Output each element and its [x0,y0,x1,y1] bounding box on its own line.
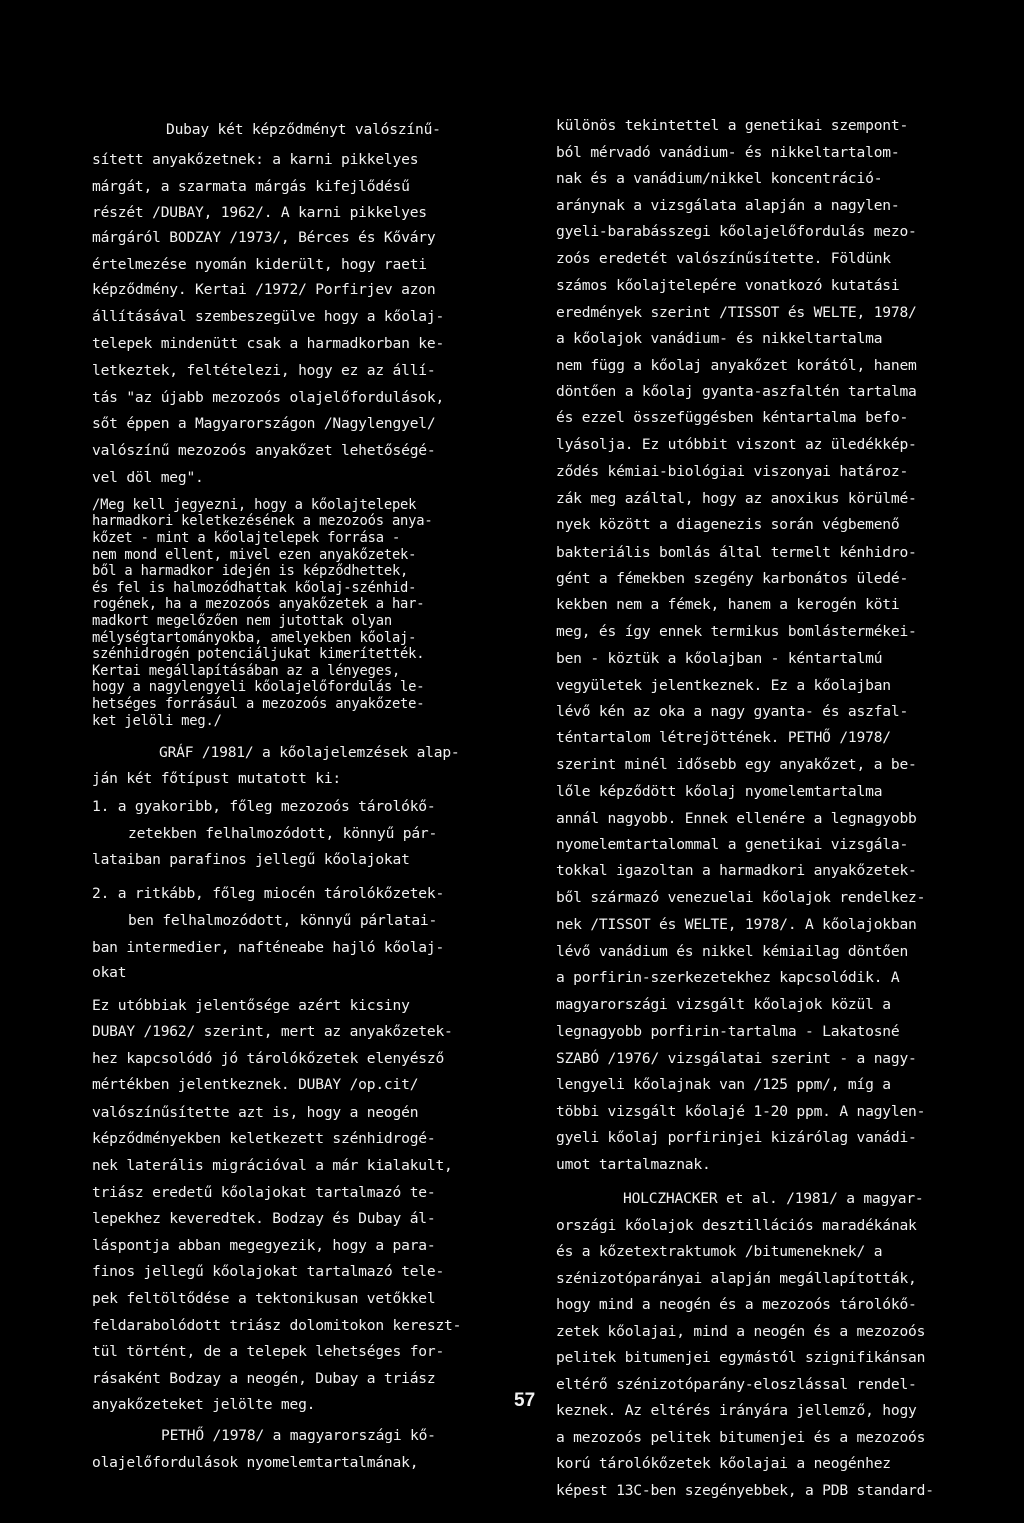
left-text-line: képződményekben keletkezett szénhidrogé- [92,1130,436,1147]
left-text-line: feldarabolódott triász dolomitokon kereszt- [92,1317,462,1334]
right-text-line: zetek kőolajai, mind a neogén és a mezozoós [556,1323,926,1340]
right-text-line: többi vizsgált kőolajé 1-20 ppm. A nagylen- [556,1103,926,1120]
left-text-line: márgáról BODZAY /1973/, Bérces és Kőváry [92,229,436,246]
left-text-line: pek feltöltődése a tektonikusan vetőkkel [92,1290,436,1307]
left-text-line: Ez utóbbiak jelentősége azért kicsiny [92,997,410,1014]
left-text-line: lataiban parafinos jellegű kőolajokat [92,851,410,868]
left-text-line: láspontja abban megegyezik, hogy a para- [92,1237,436,1254]
right-text-line: gént a fémekben szegény karbonátos üledé- [556,570,909,587]
right-text-line: téntartalom létrejöttének. PETHŐ /1978/ [556,729,891,746]
right-text-line: és a kőzetextraktumok /bitumeneknek/ a [556,1243,883,1260]
left-text-line: és fel is halmozódhattak kőolaj-szénhid- [92,580,417,596]
right-text-line: aránynak a vizsgálata alapján a nagylen- [556,197,900,214]
left-text-line: rogének, ha a mezozoós anyakőzetek a har- [92,596,425,612]
left-text-line: ban intermedier, nafténeabe hajló kőolaj- [92,939,445,956]
right-text-line: szénizotóparányai alapján megállapították, [556,1270,917,1287]
right-text-line: lyásolja. Ez utóbbit viszont az üledékkép- [556,436,917,453]
right-text-line: lőle képződött kőolaj nyomelemtartalma [556,783,883,800]
left-text-line: vel döl meg". [92,469,204,486]
left-text-line: tás "az újabb mezozoós olajelőfordulások, [92,389,445,406]
right-text-line: annál nagyobb. Ennek ellenére a legnagyobb [556,810,917,827]
right-text-line: meg, és így ennek termikus bomlástermékei- [556,623,917,640]
right-text-line: ben - köztük a kőolajban - kéntartalmú [556,650,883,667]
right-text-line: gyeli-barabásszegi kőolajelőfordulás mezo- [556,223,917,240]
right-text-line: különös tekintettel a genetikai szempont- [556,117,909,134]
page-number: 57 [514,1390,536,1411]
left-text-line: GRÁF /1981/ a kőolajelemzések alap- [159,744,460,761]
right-text-line: nyomelemtartalommal a genetikai vizsgála- [556,836,909,853]
right-text-line: hogy mind a neogén és a mezozoós tárolókő- [556,1296,917,1313]
left-text-line: Dubay két képződményt valószínű- [166,121,441,138]
right-text-line: döntően a kőolaj gyanta-aszfaltén tartalma [556,383,917,400]
left-text-line: lepekhez keveredtek. Bodzay és Dubay ál- [92,1210,436,1227]
left-text-line: hogy a nagylengyeli kőolajelőfordulás le- [92,679,425,695]
left-text-line: PETHŐ /1978/ a magyarországi kő- [161,1427,436,1444]
right-text-line: nek /TISSOT és WELTE, 1978/. A kőolajokban [556,916,917,933]
right-text-line: gyeli kőolaj porfirinjei kizárólag vanádi- [556,1129,917,1146]
right-text-line: ződés kémiai-biológiai viszonyai határoz- [556,463,909,480]
left-text-line: triász eredetű kőolajokat tartalmazó te- [92,1184,436,1201]
right-text-line: a kőolajok vanádium- és nikkeltartalma [556,330,883,347]
right-text-line: számos kőolajtelepére vonatkozó kutatási [556,277,900,294]
left-text-line: hez kapcsolódó jó tárolókőzetek elenyésző [92,1050,445,1067]
left-text-line: nek laterális migrációval a már kialakult, [92,1157,453,1174]
left-text-line: ket jelöli meg./ [92,713,222,729]
left-text-line: anyakőzeteket jelölte meg. [92,1396,316,1413]
left-text-line: Kertai megállapításában az a lényeges, [92,663,401,679]
right-text-line: nem függ a kőolaj anyakőzet korától, hanem [556,357,917,374]
right-text-line: ből származó venezuelai kőolajok rendelkez- [556,889,926,906]
left-text-line: 1. a gyakoribb, főleg mezozoós tárolókő- [92,798,436,815]
left-text-line: okat [92,964,127,981]
left-text-line: harmadkori keletkezésének a mezozoós anya- [92,513,433,529]
right-text-line: országi kőolajok desztillációs maradékának [556,1217,917,1234]
left-text-line: mértékben jelentkeznek. DUBAY /op.cit/ [92,1076,419,1093]
right-text-line: a porfirin-szerkezetekhez kapcsolódik. A [556,969,900,986]
right-text-line: keznek. Az eltérés irányára jellemző, hogy [556,1402,917,1419]
right-text-line: zák meg azáltal, hogy az anoxikus körülmé- [556,490,917,507]
left-text-line: valószínűsítette azt is, hogy a neogén [92,1104,419,1121]
right-text-line: nyek között a diagenezis során végbemenő [556,516,900,533]
right-text-line: HOLCZHACKER et al. /1981/ a magyar- [623,1190,924,1207]
left-text-line: szénhidrogén potenciáljukat kimerítették. [92,646,425,662]
left-text-line: sőt éppen a Magyarországon /Nagylengyel/ [92,415,436,432]
right-text-line: vegyületek jelentkeznek. Ez a kőolajban [556,677,891,694]
left-text-line: ben felhalmozódott, könnyű párlatai- [128,912,438,929]
right-text-line: és ezzel összefüggésben kéntartalma befo- [556,409,909,426]
left-text-line: sített anyakőzetnek: a karni pikkelyes [92,151,419,168]
left-text-line: képződmény. Kertai /1972/ Porfirjev azon [92,281,436,298]
right-text-line: lengyeli kőolajnak van /125 ppm/, míg a [556,1076,891,1093]
left-text-line: ján két főtípust mutatott ki: [92,770,341,787]
right-text-line: tokkal igazoltan a harmadkori anyakőzetek- [556,862,917,879]
right-text-line: lévő kén az oka a nagy gyanta- és aszfal- [556,703,909,720]
left-text-line: kőzet - mint a kőolajtelepek forrása - [92,530,401,546]
left-text-line: olajelőfordulások nyomelemtartalmának, [92,1454,419,1471]
right-text-line: képest 13C-ben szegényebbek, a PDB standard- [556,1482,934,1499]
right-text-line: ból mérvadó vanádium- és nikkeltartalom- [556,144,900,161]
left-text-line: értelmezése nyomán kiderült, hogy raeti [92,256,427,273]
left-text-line: zetekben felhalmozódott, könnyű pár- [128,825,438,842]
left-text-line: letkeztek, feltételezi, hogy ez az állí- [92,362,436,379]
left-text-line: mélységtartományokba, amelyekben kőolaj- [92,630,417,646]
right-text-line: umot tartalmaznak. [556,1156,711,1173]
right-text-line: lévő vanádium és nikkel kémiailag döntően [556,943,909,960]
left-text-line: állításával szembeszegülve hogy a kőolaj- [92,308,445,325]
left-text-line: 2. a ritkább, főleg miocén tárolókőzetek- [92,885,445,902]
right-text-line: zoós eredetét valószínűsítette. Földünk [556,250,891,267]
left-text-line: valószínű mezozoós anyakőzet lehetőségé- [92,442,436,459]
right-text-line: korú tárolókőzetek kőolajai a neogénhez [556,1455,891,1472]
left-text-line: telepek mindenütt csak a harmadkorban ke- [92,335,445,352]
right-text-line: SZABÓ /1976/ vizsgálatai szerint - a nagy- [556,1050,917,1067]
right-text-line: nak és a vanádium/nikkel koncentráció- [556,170,883,187]
left-text-line: nem mond ellent, mivel ezen anyakőzetek- [92,547,417,563]
left-text-line: DUBAY /1962/ szerint, mert az anyakőzetek- [92,1023,453,1040]
right-text-line: a mezozoós pelitek bitumenjei és a mezozoós [556,1429,926,1446]
right-text-line: kekben nem a fémek, hanem a kerogén köti [556,596,900,613]
left-text-line: madkort megelőzően nem jutottak olyan [92,613,392,629]
left-text-line: ből a harmadkor idején is képződhettek, [92,563,409,579]
left-text-line: tül történt, de a telepek lehetséges for- [92,1343,445,1360]
right-text-line: szerint minél idősebb egy anyakőzet, a be- [556,756,917,773]
right-text-line: legnagyobb porfirin-tartalma - Lakatosné [556,1023,900,1040]
right-text-line: magyarországi vizsgált kőolajok közül a [556,996,891,1013]
right-text-line: eltérő szénizotóparány-eloszlással rendel- [556,1376,917,1393]
right-text-line: bakteriális bomlás által termelt kénhidro- [556,544,917,561]
left-text-line: rásaként Bodzay a neogén, Dubay a triász [92,1370,436,1387]
left-text-line: részét /DUBAY, 1962/. A karni pikkelyes [92,204,427,221]
right-text-line: eredmények szerint /TISSOT és WELTE, 1978/ [556,304,917,321]
left-text-line: márgát, a szarmata márgás kifejlődésű [92,178,410,195]
left-text-line: finos jellegű kőolajokat tartalmazó tele- [92,1263,445,1280]
left-text-line: /Meg kell jegyezni, hogy a kőolajtelepek [92,497,417,513]
left-text-line: hetséges forrásául a mezozoós anyakőzete- [92,696,425,712]
right-text-line: pelitek bitumenjei egymástól szignifikánsan [556,1349,926,1366]
